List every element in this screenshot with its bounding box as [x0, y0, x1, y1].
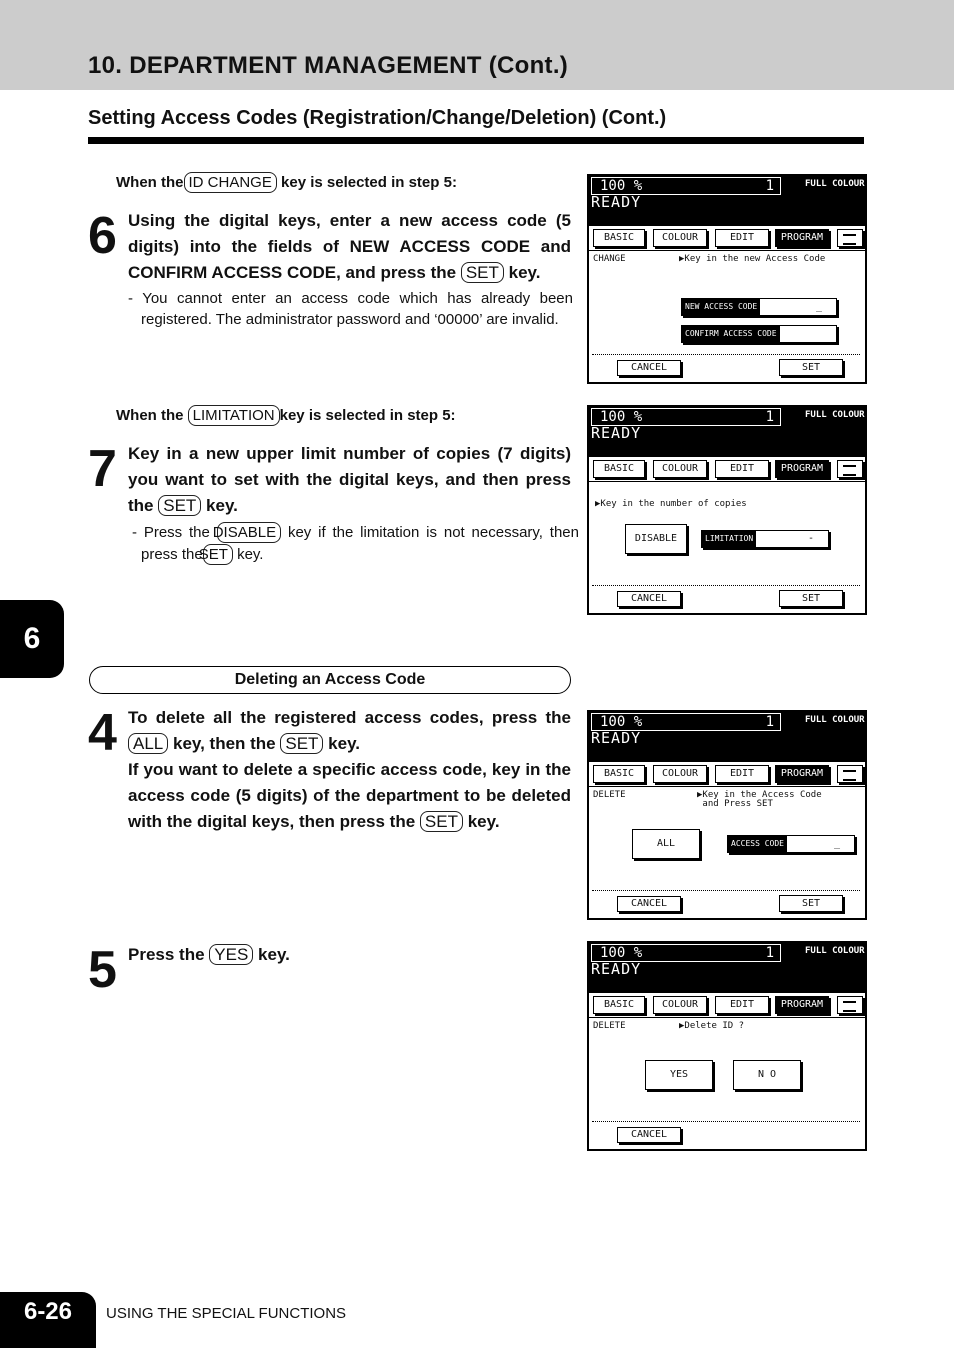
panel-tabs: [589, 993, 865, 1018]
screen-message: ▶Key in the Access Code and Press SET: [697, 790, 822, 809]
footer-chapter-title: USING THE SPECIAL FUNCTIONS: [106, 1305, 347, 1322]
cancel-button[interactable]: CANCEL: [617, 896, 681, 912]
menu-icon[interactable]: [837, 996, 863, 1014]
tab-program[interactable]: PROGRAM: [775, 996, 829, 1014]
page-title: 10. DEPARTMENT MANAGEMENT (Cont.): [88, 52, 569, 79]
colour-mode: FULL COLOUR: [805, 179, 865, 189]
set-button[interactable]: SET: [779, 895, 843, 912]
cancel-button[interactable]: CANCEL: [617, 360, 681, 376]
panel-screen-id-change: [587, 174, 867, 384]
tab-basic[interactable]: BASIC: [593, 996, 645, 1014]
tab-edit[interactable]: EDIT: [715, 460, 769, 478]
step-5-text: Press the YES key.: [128, 945, 290, 964]
panel-screen-limitation: [587, 405, 867, 615]
tab-program[interactable]: PROGRAM: [775, 765, 829, 783]
panel-tabs: [589, 226, 865, 251]
id-change-key: ID CHANGE: [184, 172, 277, 193]
step-number-7: 7: [88, 440, 115, 498]
step-4-text: To delete all the registered access codes, press the ALL key, then the SET key. If you want to delete a specific access code, key in the access code (5 digits) of the department to be deleted with the digital keys, then press the SET key.: [128, 708, 571, 831]
screen-message: ▶Key in the number of copies: [595, 499, 747, 509]
cancel-button[interactable]: CANCEL: [617, 1127, 681, 1143]
set-key: SET: [461, 262, 504, 283]
deleting-access-code-heading: Deleting an Access Code: [89, 666, 571, 694]
set-key: SET: [420, 811, 463, 832]
panel-screen-delete-code: [587, 710, 867, 920]
limitation-key: LIMITATION: [188, 405, 280, 426]
colour-mode: FULL COLOUR: [805, 410, 865, 420]
access-code-field[interactable]: ACCESS CODE _: [727, 835, 855, 853]
yes-button[interactable]: YES: [645, 1060, 713, 1090]
tab-basic[interactable]: BASIC: [593, 460, 645, 478]
panel-tabs: [589, 457, 865, 482]
confirm-access-code-field[interactable]: CONFIRM ACCESS CODE: [681, 325, 837, 343]
all-button[interactable]: ALL: [632, 829, 700, 859]
yes-key: YES: [209, 944, 253, 965]
when-limitation: When the LIMITATION key is selected in step 5:: [116, 407, 456, 424]
disable-button[interactable]: DISABLE: [625, 524, 687, 554]
screen-label: DELETE: [593, 1021, 626, 1031]
menu-icon[interactable]: [837, 229, 863, 247]
disable-key: DISABLE: [217, 522, 281, 543]
screen-label: DELETE: [593, 790, 626, 800]
chapter-tab: 6: [0, 600, 64, 678]
tab-colour[interactable]: COLOUR: [653, 996, 707, 1014]
panel-screen-delete-confirm: [587, 941, 867, 1151]
step-7-text: Key in a new upper limit number of copies (7 digits) you want to set with the digital keys, and then press the SET key.: [128, 444, 571, 515]
tab-program[interactable]: PROGRAM: [775, 229, 829, 247]
step-6-note: - You cannot enter an access code which has already been registered. The administrator password and ‘00000’ are invalid.: [128, 290, 573, 328]
status-text: READY: [591, 729, 642, 747]
status-text: READY: [591, 193, 642, 211]
status-text: READY: [591, 960, 642, 978]
colour-mode: FULL COLOUR: [805, 715, 865, 725]
menu-icon[interactable]: [837, 765, 863, 783]
tab-colour[interactable]: COLOUR: [653, 229, 707, 247]
step-number-4: 4: [88, 704, 115, 762]
set-key: SET: [280, 733, 323, 754]
set-button[interactable]: SET: [779, 359, 843, 376]
set-key: SET: [203, 544, 233, 565]
set-button[interactable]: SET: [779, 590, 843, 607]
tab-basic[interactable]: BASIC: [593, 765, 645, 783]
set-key: SET: [158, 495, 201, 516]
zoom-display: 100 % 1: [591, 177, 781, 195]
colour-mode: FULL COLOUR: [805, 946, 865, 956]
tab-edit[interactable]: EDIT: [715, 765, 769, 783]
limitation-field[interactable]: LIMITATION -: [701, 530, 829, 548]
tab-basic[interactable]: BASIC: [593, 229, 645, 247]
panel-tabs: [589, 762, 865, 787]
step-7-note: - Press the DISABLE key if the limitation is not necessary, then press theSET key.: [132, 524, 579, 563]
tab-edit[interactable]: EDIT: [715, 229, 769, 247]
page-number: 6-26: [0, 1292, 96, 1348]
tab-program[interactable]: PROGRAM: [775, 460, 829, 478]
screen-message: ▶Delete ID ?: [679, 1021, 745, 1031]
title-rule: [88, 137, 864, 144]
tab-colour[interactable]: COLOUR: [653, 765, 707, 783]
zoom-display: 100 % 1: [591, 713, 781, 731]
tab-edit[interactable]: EDIT: [715, 996, 769, 1014]
tab-colour[interactable]: COLOUR: [653, 460, 707, 478]
new-access-code-field[interactable]: NEW ACCESS CODE _: [681, 298, 837, 316]
step-number-6: 6: [88, 207, 115, 265]
no-button[interactable]: N O: [733, 1060, 801, 1090]
zoom-display: 100 % 1: [591, 944, 781, 962]
zoom-display: 100 % 1: [591, 408, 781, 426]
menu-icon[interactable]: [837, 460, 863, 478]
step-number-5: 5: [88, 941, 115, 999]
screen-message: ▶Key in the new Access Code: [679, 254, 826, 264]
when-id-change: When the ID CHANGE key is selected in step 5:: [116, 174, 457, 191]
cancel-button[interactable]: CANCEL: [617, 591, 681, 607]
status-text: READY: [591, 424, 642, 442]
all-key: ALL: [128, 733, 168, 754]
screen-label: CHANGE: [593, 254, 626, 264]
section-title: Setting Access Codes (Registration/Change/Deletion) (Cont.): [88, 107, 667, 129]
step-6-text: Using the digital keys, enter a new access code (5 digits) into the fields of NEW ACCESS CODE and CONFIRM ACCESS CODE, and press the SET key.: [128, 211, 571, 282]
